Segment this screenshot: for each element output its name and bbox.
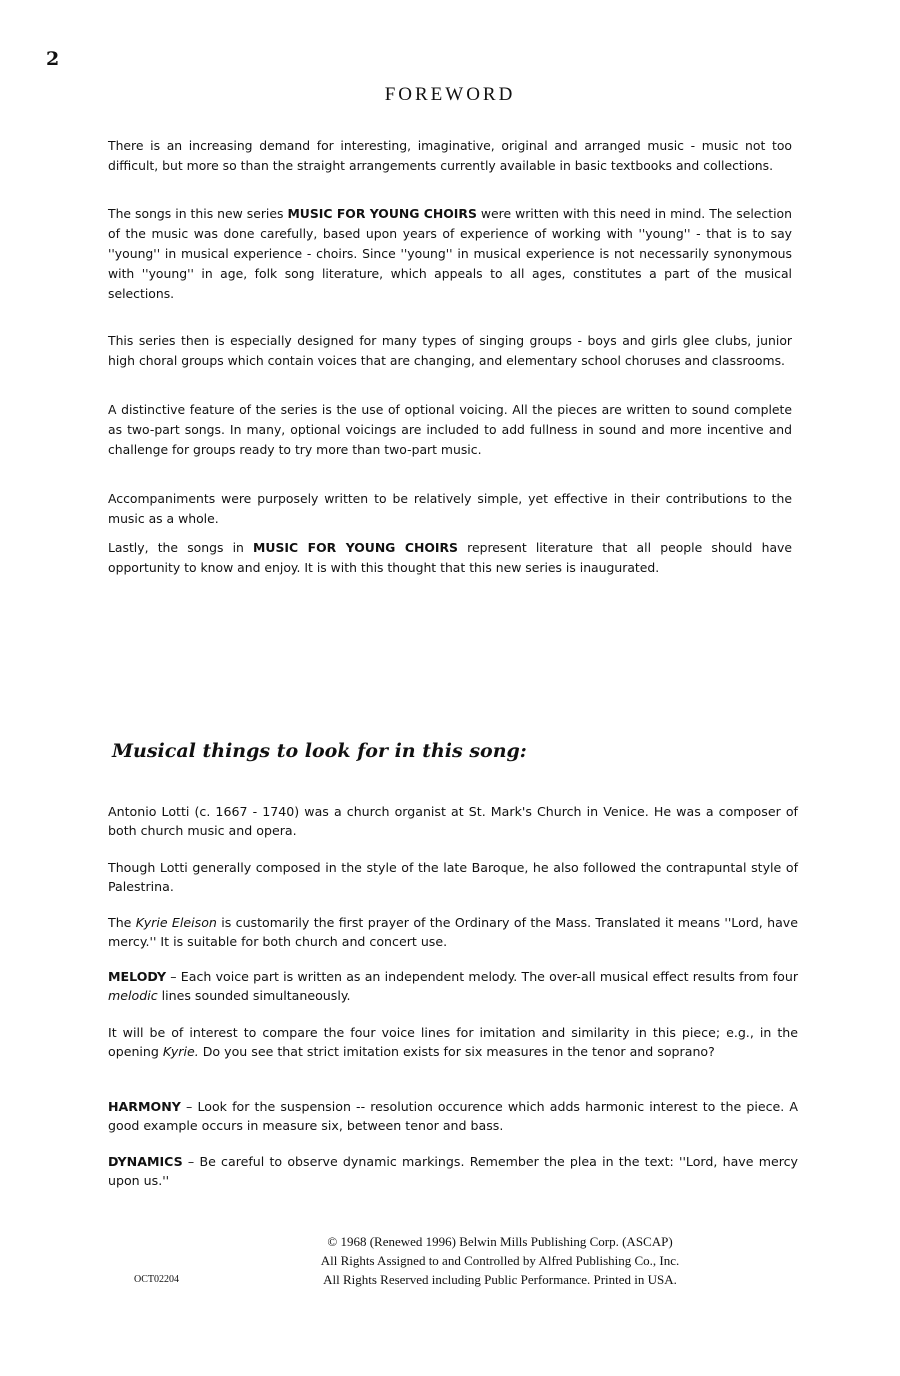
note-dynamics xyxy=(108,1152,798,1190)
melodic-word: melodic xyxy=(108,988,158,1003)
note-style-text: Though Lotti generally composed in the style of the late Baroque, he also followed the contrapuntal style of Palestrina. xyxy=(108,860,798,894)
note-dynamics-text: – Be careful to observe dynamic markings. Remember the plea in the text: ''Lord, have mercy upon us.'' xyxy=(108,1154,798,1188)
foreword-paragraph-5 xyxy=(108,489,792,529)
note-melody-lead: – Each voice part is written as an independent melody. The over-all musical effect results from four xyxy=(166,969,798,984)
note-kyrie xyxy=(108,913,798,951)
note-kyrie-rest: is customarily the first prayer of the Ordinary of the Mass. Translated it means ''Lord, have mercy.'' It is suitable for both church and concert use. xyxy=(108,915,798,949)
note-melody-rest: lines sounded simultaneously. xyxy=(157,988,351,1003)
foreword-p6-rest: represent literature that all people should have opportunity to know and enjoy. It is with this thought that this new series is inaugurated. xyxy=(108,540,792,575)
note-imitation-rest: Do you see that strict imitation exists for six measures in the tenor and soprano? xyxy=(198,1044,715,1059)
work-title: Kyrie Eleison xyxy=(135,915,217,930)
foreword-paragraph-3-text: This series then is especially designed for many types of singing groups - boys and girls glee clubs, junior high choral groups which contain voices that are changing, and elementary school choruses and classrooms. xyxy=(108,333,792,368)
kyrie-word: Kyrie. xyxy=(162,1044,199,1059)
foreword-paragraph-1 xyxy=(108,136,792,176)
foreword-paragraph-1-text: There is an increasing demand for interesting, imaginative, original and arranged music - music not too difficult, but more so than the straight arrangements currently available in basic textbooks and collections. xyxy=(108,138,792,173)
foreword-paragraph-6 xyxy=(108,538,792,578)
note-imitation-lead: It will be of interest to compare the four voice lines for imitation and similarity in this piece; e.g., in the opening xyxy=(108,1025,798,1059)
copyright-notice xyxy=(220,1232,780,1289)
foreword-p6-lead: Lastly, the songs in xyxy=(108,540,254,555)
foreword-paragraph-3 xyxy=(108,331,792,371)
foreword-p2-lead: The songs in this new series xyxy=(108,206,288,221)
series-name: MUSIC FOR YOUNG CHOIRS xyxy=(253,540,458,555)
note-composer xyxy=(108,802,798,840)
foreword-title: FOREWORD xyxy=(384,84,516,105)
note-style xyxy=(108,858,798,896)
note-harmony xyxy=(108,1097,798,1135)
foreword-paragraph-4-text: A distinctive feature of the series is the use of optional voicing. All the pieces are written to sound complete as two-part songs. In many, optional voicings are included to add fullness in sound and more incentive and challenge for groups ready to try more than two-part music. xyxy=(108,402,792,457)
foreword-paragraph-5-text: Accompaniments were purposely written to be relatively simple, yet effective in their contributions to the music as a whole. xyxy=(108,491,792,526)
copyright-line-1: © 1968 (Renewed 1996) Belwin Mills Publishing Corp. (ASCAP) xyxy=(327,1234,673,1249)
series-name: MUSIC FOR YOUNG CHOIRS xyxy=(287,206,477,221)
foreword-p2-rest: were written with this need in mind. The selection of the music was done carefully, based upon years of experience of working with ''young'' - that is to say ''young'' in musical experience - choirs. Since ''young'' in musical experience is not necessarily synonymous with ''young'' in age, folk song literature, which appeals to all ages, constitutes a part of the musical selections. xyxy=(108,206,792,301)
melody-label: MELODY xyxy=(108,969,167,984)
song-notes-heading: Musical things to look for in this song: xyxy=(112,740,527,762)
copyright-line-2: All Rights Assigned to and Controlled by Alfred Publishing Co., Inc. xyxy=(320,1253,680,1268)
note-composer-text: Antonio Lotti (c. 1667 - 1740) was a church organist at St. Mark's Church in Venice. He was a composer of both church music and opera. xyxy=(108,804,798,838)
note-harmony-text: – Look for the suspension -- resolution occurence which adds harmonic interest to the piece. A good example occurs in measure six, between tenor and bass. xyxy=(108,1099,798,1133)
foreword-paragraph-4 xyxy=(108,400,792,460)
note-imitation xyxy=(108,1023,798,1061)
note-melody xyxy=(108,967,798,1005)
catalog-number: OCT02204 xyxy=(134,1274,179,1285)
page-number: 2 xyxy=(46,48,60,70)
foreword-paragraph-2 xyxy=(108,204,792,304)
note-kyrie-lead: The xyxy=(108,915,136,930)
dynamics-label: DYNAMICS xyxy=(108,1154,183,1169)
harmony-label: HARMONY xyxy=(108,1099,181,1114)
copyright-line-3: All Rights Reserved including Public Performance. Printed in USA. xyxy=(323,1272,677,1287)
